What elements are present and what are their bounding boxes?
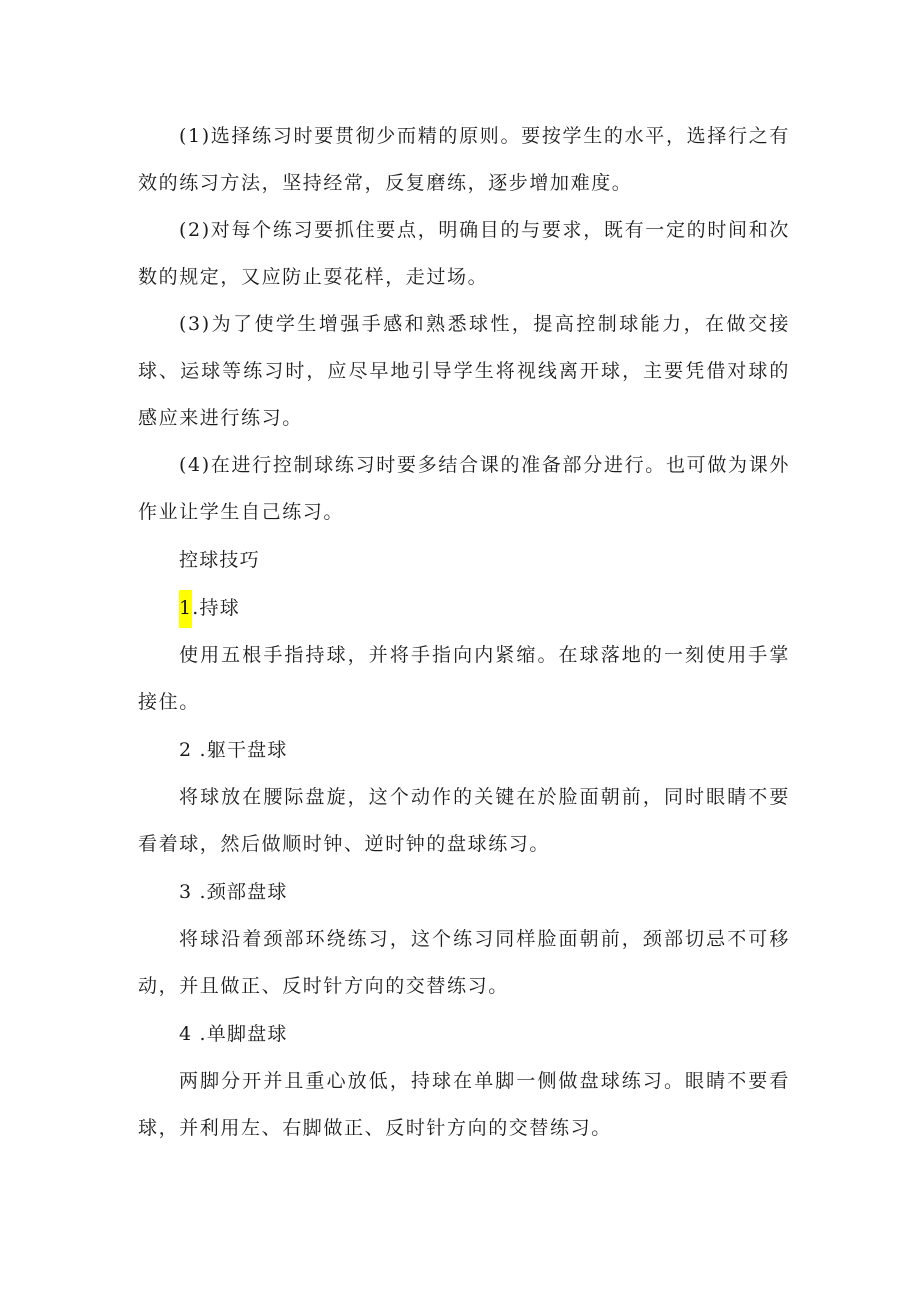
paragraph-2: (2)对每个练习要抓住要点，明确目的与要求，既有一定的时间和次数的规定，又应防止耍花样，走过场。 [138,219,790,288]
item-2-heading [138,726,790,774]
item-1-number-highlight: 1 [179,590,192,628]
paragraph-3: (3)为了使学生增强手感和熟悉球性，提高控制球能力，在做交接球、运球等练习时，应尽早地引导学生将视线离开球，主要凭借对球的感应来进行练习。 [138,313,790,429]
item-3-title: .颈部盘球 [192,881,288,903]
item-3-heading [138,868,790,916]
paragraph-4: (4)在进行控制球练习时要多结合课的准备部分进行。也可做为课外作业让学生自己练习。 [138,454,790,523]
item-2-number: 2 [179,739,193,761]
item-4-number: 4 [179,1023,193,1045]
item-4-title: .单脚盘球 [192,1023,288,1045]
paragraph-1: (1)选择练习时要贯彻少而精的原则。要按学生的水平，选择行之有效的练习方法，坚持经常，反复磨练，逐步增加难度。 [138,125,790,194]
item-3-number: 3 [179,881,193,903]
item-2-body: 将球放在腰际盘旋，这个动作的关键在於脸面朝前，同时眼睛不要看着球，然后做顺时钟、逆时钟的盘球练习。 [138,786,790,855]
item-3-body: 将球沿着颈部环绕练习，这个练习同样脸面朝前，颈部切忌不可移动，并且做正、反时针方向的交替练习。 [138,928,790,997]
item-4-body: 两脚分开并且重心放低，持球在单脚一侧做盘球练习。眼睛不要看球，并利用左、右脚做正、反时针方向的交替练习。 [138,1070,790,1139]
document-page [138,113,790,1152]
item-2-title: .躯干盘球 [192,739,288,761]
item-4-heading [138,1010,790,1058]
item-1-body: 使用五根手指持球，并将手指向内紧缩。在球落地的一刻使用手掌接住。 [138,644,790,713]
item-1-title: .持球 [192,597,240,619]
item-1-heading [138,584,790,632]
section-title: 控球技巧 [179,549,260,571]
